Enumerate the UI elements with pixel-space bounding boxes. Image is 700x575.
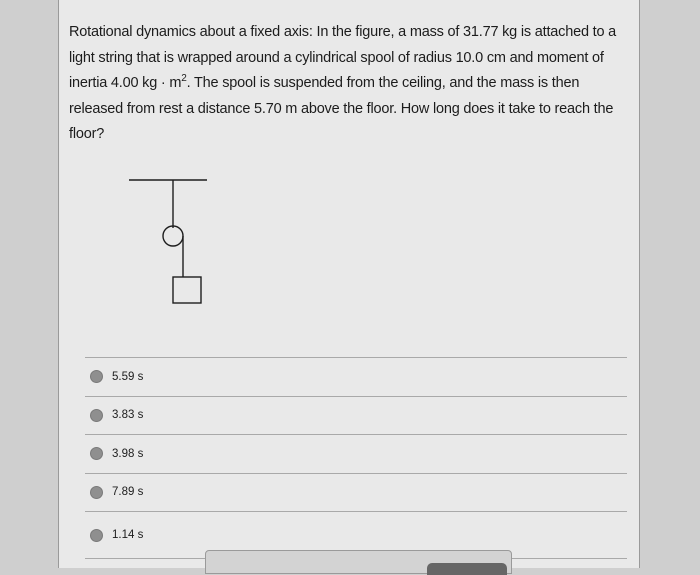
answer-choice[interactable] [85, 396, 627, 435]
spool-mass-diagram-icon [127, 170, 207, 310]
question-text [69, 20, 629, 148]
choice-label: 3.98 s [112, 447, 144, 460]
question-text-part2: . The spool is suspended from the ceiling, and the mass is then released from rest a distance 5.70 m above the floor. How long does it take to reach the floor? [69, 75, 614, 142]
answer-choice[interactable] [85, 434, 627, 473]
radio-button[interactable] [90, 486, 103, 499]
radio-button[interactable] [90, 529, 103, 542]
answer-choices [85, 357, 627, 559]
radio-button[interactable] [90, 409, 103, 422]
question-superscript: 2 [181, 73, 187, 85]
radio-button[interactable] [90, 447, 103, 460]
spool [163, 226, 183, 246]
choice-label: 7.89 s [112, 486, 144, 499]
choice-label: 1.14 s [112, 529, 144, 541]
radio-button[interactable] [90, 370, 103, 383]
submit-button[interactable] [427, 563, 507, 575]
answer-choice[interactable] [85, 357, 627, 396]
choice-label: 5.59 s [112, 370, 144, 383]
spool-mass-figure [127, 170, 207, 315]
question-text-part1: Rotational dynamics about a fixed axis: In the figure, a mass of 31.77 kg is attached to a light string that is wrapped around a cylindrical spool of radius 10.0 cm and moment of inertia 4.00 kg · m [69, 24, 617, 91]
mass-block [173, 277, 201, 303]
answer-choice[interactable] [85, 473, 627, 512]
question-card [58, 0, 640, 568]
choice-label: 3.83 s [112, 409, 144, 422]
